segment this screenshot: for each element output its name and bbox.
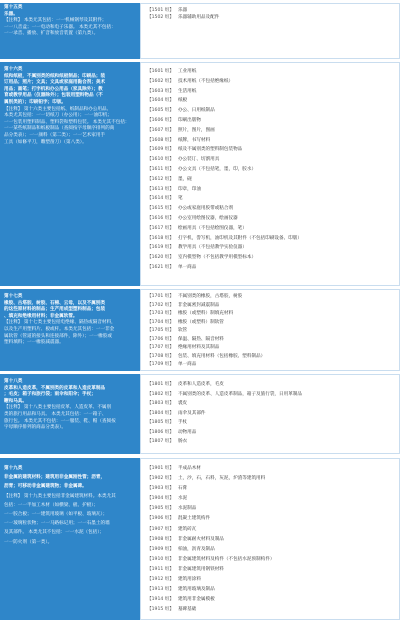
class-note-line: 【注释】 第十八类主要包括皮革、人造皮革、不属别: [4, 405, 112, 411]
group-label: 教学用具（不包括教学实验仪器）: [177, 245, 247, 251]
group-code: 【1611 组】: [147, 166, 174, 172]
group-item[interactable]: [147, 575, 393, 585]
group-code: 【1804 组】: [147, 410, 174, 416]
group-item[interactable]: [147, 7, 393, 14]
class-note-line: 字母顺序排列的商品分类表）。: [4, 425, 67, 431]
class-note-line: 本类尤其包括：一一切纸刀（办公用）；一一油印机；: [4, 113, 112, 119]
group-code: 【1702 组】: [147, 302, 174, 308]
class-note-line: 塑料填料；一一橡胶减震器。: [4, 340, 64, 346]
class-note-line: 【注释】 第十七类主要包括电绝缘、隔热或隔音材料，: [4, 320, 116, 326]
group-label: 不属别类的橡胶，古塔胶，树胶: [177, 294, 243, 299]
class-note-line: 一一防火剂（第一类）。: [4, 539, 53, 545]
group-code: 【1704 组】: [147, 319, 174, 325]
class-note-line: 旅行包。 本类尤其不包括：一一服装、鞋、帽（查阅按: [4, 418, 116, 424]
class-title-line: 鞭和马具。: [4, 398, 27, 404]
group-code: 【1907 组】: [147, 526, 174, 532]
group-label: 技术用纸（不包括绝缘纸）: [177, 78, 234, 84]
group-code: 【1619 组】: [147, 245, 174, 251]
group-item[interactable]: [147, 418, 393, 428]
class-title-line: 第十七类: [4, 294, 23, 299]
class-title-line: 皮革和人造皮革，不属别类的皮革和人造皮革制品: [4, 385, 106, 391]
class-note-line: 一一八音盒；一一电动和电子乐器。 本类尤其不包括：: [4, 24, 116, 30]
group-code: 【1617 组】: [147, 225, 174, 231]
group-code: 【1614 组】: [147, 196, 174, 202]
class-18-description: [0, 374, 140, 454]
group-code: 【1604 组】: [147, 98, 174, 104]
class-title-line: 第十九类: [4, 466, 23, 471]
group-item[interactable]: [147, 514, 393, 524]
group-code: 【1707 组】: [147, 345, 174, 350]
group-code: 【1908 组】: [147, 536, 174, 542]
group-label: 印章，印油: [177, 186, 201, 192]
group-item[interactable]: [147, 585, 393, 595]
class-16-group-list: [140, 62, 400, 286]
class-title-line: 用品；画笔；打字机和办公用品（家具除外）；教: [4, 86, 103, 92]
group-code: 【1602 组】: [147, 78, 174, 84]
group-item[interactable]: [147, 204, 393, 214]
group-label: 单一商品: [177, 362, 197, 367]
class-note-line: 【注释】 本类尤其包括：一一机械钢琴及其附件；: [4, 18, 107, 24]
class-note-line: 一一录音、播放、扩音和放音装置（第九类）。: [4, 31, 99, 37]
group-label: 乐器: [177, 8, 188, 13]
group-item[interactable]: [147, 116, 393, 126]
group-code: 【1903 组】: [147, 486, 174, 492]
group-code: 【1801 组】: [147, 382, 174, 387]
group-label: 石膏: [177, 486, 188, 492]
group-item[interactable]: [147, 344, 393, 353]
group-code: 【1902 组】: [147, 476, 174, 482]
group-label: 半成品木材: [177, 466, 201, 471]
group-label: 动物用品: [177, 429, 197, 435]
group-item[interactable]: [147, 399, 393, 409]
class-title-line: 的这些原材料的制品；生产用成型塑料制品；包装: [4, 307, 106, 313]
class-note-line: 品分类表）；一一颜料（第二类）；一一艺术家用手: [4, 132, 106, 138]
group-label: 纸牌，书写材料: [177, 137, 211, 143]
group-label: 建筑用玻璃及制品: [177, 587, 215, 593]
class-note-line: 【注释】 第十六类主要包括纸、纸制品和办公用品。: [4, 106, 112, 112]
group-code: 【1621 组】: [147, 264, 174, 270]
class-17-group-list: [140, 289, 400, 371]
class-title-line: 第十六类: [4, 67, 23, 72]
class-15-section: [0, 3, 400, 59]
group-code: 【1609 组】: [147, 147, 174, 153]
class-18-section: [0, 374, 400, 454]
class-title-line: 沥青；可移动非金属建筑物；非金属碑。: [4, 484, 87, 490]
group-item[interactable]: [147, 535, 393, 545]
group-label: 笔: [177, 196, 183, 202]
class-title-line: ；毛皮；箱子和旅行袋；雨伞和阳伞；手杖；: [4, 392, 96, 398]
class-note-line: 一一玻璃粒状物；一一马路标记用；一一石墨土的墙: [4, 521, 110, 527]
group-item[interactable]: [147, 494, 393, 504]
group-code: 【1901 组】: [147, 466, 174, 471]
class-17-description: [0, 289, 140, 371]
group-label: 软管: [177, 328, 188, 333]
group-code: 【1703 组】: [147, 311, 174, 316]
group-item[interactable]: [147, 106, 393, 116]
group-code: 【1608 组】: [147, 137, 174, 143]
class-16-section: [0, 62, 400, 286]
group-item[interactable]: [147, 380, 393, 390]
group-label: 建筑砖瓦: [177, 526, 197, 532]
class-title-line: 纸和纸板，不属别类的纸和纸板制品；印刷品；装: [4, 73, 106, 79]
group-label: 皮革和人造皮革，毛皮: [177, 382, 224, 387]
group-label: 雨伞及其部件: [177, 410, 206, 416]
group-label: 绘画用具（不包括绘图仪器，笔）: [177, 225, 247, 231]
group-item[interactable]: [147, 595, 393, 605]
group-label: 包装、填充用材料（包括橡胶、塑料制品）: [177, 353, 266, 359]
class-note-line: 类的旅行用品和马具。 本类尤其包括：一一箱子、: [4, 411, 107, 417]
class-note-line: 一一胶合板；一一建筑用玻璃（如平板、玻璃瓦）；: [4, 512, 108, 518]
group-label: 保温、隔热、隔音材料: [177, 336, 224, 342]
group-label: 墨，砚: [177, 176, 192, 182]
group-code: 【1501 组】: [147, 8, 174, 13]
group-item[interactable]: [147, 234, 393, 244]
group-label: 非金属密封减震制品: [177, 302, 220, 308]
class-title-line: 非金属的建筑材料；建筑用非金属刚性管；沥青，: [4, 475, 106, 481]
group-label: 肠衣: [177, 439, 188, 444]
group-item[interactable]: [147, 319, 393, 328]
group-item[interactable]: [147, 224, 393, 234]
class-note-line: 一一包装用塑料制品、塑料袋和塑料包装。 本类尤其不包括：: [4, 119, 130, 125]
group-item[interactable]: [147, 484, 393, 494]
group-code: 【1612 组】: [147, 176, 174, 182]
class-17-section: [0, 289, 400, 371]
group-label: 非金属建筑用钢铁材料: [177, 566, 224, 572]
group-code: 【1601 组】: [147, 69, 174, 74]
group-code: 【1502 组】: [147, 15, 174, 21]
group-label: 橡胶（或塑料）制填充材料: [177, 311, 234, 316]
group-code: 【1904 组】: [147, 496, 174, 502]
group-item[interactable]: [147, 353, 393, 362]
group-item[interactable]: [147, 504, 393, 514]
group-code: 【1913 组】: [147, 587, 174, 593]
group-item[interactable]: [147, 409, 393, 419]
group-label: 土，沙，石，石料，灰泥，炉渣等建筑用料: [177, 476, 266, 482]
group-label: 照片，图片，图画: [177, 127, 215, 133]
group-label: 柏油，沥青及制品: [177, 546, 215, 552]
group-label: 橡胶（或塑料）制软管: [177, 319, 224, 325]
group-code: 【1910 组】: [147, 556, 174, 562]
group-code: 【1802 组】: [147, 391, 174, 397]
class-title-line: 属别类的）；印刷铅字；印版。: [4, 99, 67, 105]
group-label: 手杖: [177, 420, 188, 425]
group-code: 【1708 组】: [147, 353, 174, 359]
group-item[interactable]: [147, 77, 393, 87]
group-label: 非金属耐火材料及制品: [177, 536, 224, 542]
group-code: 【1603 组】: [147, 88, 174, 94]
group-label: 绝缘用材料及其制品: [177, 345, 220, 350]
group-code: 【1905 组】: [147, 506, 174, 512]
group-label: 乐器辅助用品及配件: [177, 15, 220, 21]
class-19-description: [0, 458, 140, 620]
group-item[interactable]: [147, 185, 393, 195]
class-note-line: 以及生产用塑料片、板或杆。本类尤其包括：一一非金: [4, 326, 115, 332]
class-15-description: [0, 3, 140, 59]
class-18-group-list: [140, 374, 400, 454]
group-item[interactable]: [147, 545, 393, 555]
group-code: 【1606 组】: [147, 117, 174, 123]
group-item[interactable]: [147, 327, 393, 336]
class-note-line: 属软管（管道的接头和连接部件，除外）；一一橡胶或: [4, 333, 112, 339]
group-item[interactable]: [147, 194, 393, 204]
group-item[interactable]: [147, 555, 393, 565]
class-note-line: 工具（如修平刀，雕塑凿刀）（第八类）。: [4, 139, 87, 145]
group-item[interactable]: [147, 525, 393, 535]
group-item[interactable]: [147, 96, 393, 106]
class-title-line: 订用品；照片；文具；文具或家庭用黏合剂；美术: [4, 80, 106, 86]
group-code: 【1803 组】: [147, 401, 174, 406]
group-item[interactable]: [147, 214, 393, 224]
group-item[interactable]: [147, 67, 393, 77]
group-code: 【1806 组】: [147, 429, 174, 435]
group-item[interactable]: [147, 336, 393, 345]
group-code: 【1909 组】: [147, 546, 174, 552]
class-title-line: 橡胶、古塔胶、树胶、石棉、云母，以及不属别类: [4, 300, 106, 306]
group-code: 【1914 组】: [147, 597, 174, 603]
group-item[interactable]: [147, 310, 393, 319]
group-code: 【1706 组】: [147, 336, 174, 342]
group-label: 建筑用非金属模板: [177, 597, 215, 603]
group-item[interactable]: [147, 293, 393, 302]
group-code: 【1915 组】: [147, 607, 174, 613]
group-label: 办公文具（不包括笔，墨，印，胶水）: [177, 166, 257, 172]
group-label: 不属别类的皮革、人造皮革制品，箱子及旅行袋，日用革制品: [177, 391, 302, 397]
group-label: 水泥制品: [177, 506, 197, 512]
group-code: 【1705 组】: [147, 328, 174, 333]
group-code: 【1701 组】: [147, 294, 174, 299]
group-label: 水泥: [177, 496, 188, 502]
group-label: 墓碑基础: [177, 607, 197, 613]
class-title-line: 育或教学用品（仪器除外）；包装用塑料物品（不: [4, 93, 103, 99]
group-label: 办公室用绘图仪器，绘画仪器: [177, 215, 238, 221]
group-code: 【1610 组】: [147, 157, 174, 163]
group-code: 【1709 组】: [147, 362, 174, 367]
group-item[interactable]: [147, 145, 393, 155]
group-item[interactable]: [147, 165, 393, 175]
group-label: 单一商品: [177, 264, 197, 270]
group-code: 【1615 组】: [147, 206, 174, 212]
group-code: 【1607 组】: [147, 127, 174, 133]
class-19-group-list: [140, 458, 400, 620]
group-label: 办公装订、切割用具: [177, 157, 220, 163]
group-label: 办公或家庭用胶带或粘合剂: [177, 206, 234, 212]
group-label: 建筑用涂料: [177, 577, 201, 583]
group-label: 工业用纸: [177, 69, 197, 74]
group-code: 【1618 组】: [147, 235, 174, 241]
group-label: 纸及不属别类的塑料制包装物品: [177, 147, 243, 153]
group-item[interactable]: [147, 464, 393, 474]
group-code: 【1906 组】: [147, 516, 174, 522]
class-title-line: 乐器。: [4, 11, 18, 17]
group-item[interactable]: [147, 243, 393, 253]
group-label: 非金属建筑材料及构件（不包括水泥预制构件）: [177, 556, 275, 562]
group-item[interactable]: [147, 390, 393, 400]
group-item[interactable]: [147, 136, 393, 146]
group-label: 裘皮: [177, 401, 188, 406]
group-code: 【1911 组】: [147, 566, 174, 572]
group-item[interactable]: [147, 175, 393, 185]
class-title-line: 第十五类: [4, 5, 23, 10]
group-code: 【1912 组】: [147, 577, 174, 583]
group-label: 室内模型物（不包括教学用模型标本）: [177, 255, 257, 261]
class-note-line: 【注释】 第十九类主要包括非金属建筑材料。本类尤其: [4, 493, 116, 499]
group-code: 【1605 组】: [147, 108, 174, 114]
class-19-section: [0, 458, 400, 620]
group-label: 生活用纸: [177, 88, 197, 94]
group-item[interactable]: [147, 155, 393, 165]
group-code: 【1805 组】: [147, 420, 174, 425]
group-item[interactable]: [147, 474, 393, 484]
class-note-line: 包括：一一半加工木材（如横梁、板、护板）；: [4, 502, 99, 508]
class-title-line: 第十八类: [4, 379, 23, 384]
group-item[interactable]: [147, 428, 393, 438]
group-code: 【1616 组】: [147, 215, 174, 221]
group-item[interactable]: [147, 437, 393, 447]
group-label: 打字机，誊写机，油印机及其附件（不包括印刷设备、印版）: [177, 235, 302, 241]
group-item[interactable]: [147, 87, 393, 97]
group-item[interactable]: [147, 253, 393, 263]
group-code: 【1807 组】: [147, 439, 174, 444]
group-item[interactable]: [147, 605, 393, 615]
group-item[interactable]: [147, 14, 393, 21]
group-label: 纸板: [177, 98, 188, 104]
group-item[interactable]: [147, 263, 393, 273]
group-label: 办公、日用纸制品: [177, 108, 215, 114]
group-label: 混凝土建筑构件: [177, 516, 211, 522]
group-code: 【1620 组】: [147, 255, 174, 261]
class-title-line: 、填充和绝缘用材料；非金属软管。: [4, 313, 78, 319]
class-15-group-list: [140, 3, 400, 59]
group-code: 【1613 组】: [147, 186, 174, 192]
group-item[interactable]: [147, 302, 393, 311]
group-item[interactable]: [147, 361, 393, 370]
class-note-line: 一一某些纸制品和纸板制品（查阅按字母顺序排列的商: [4, 126, 115, 132]
group-label: 印刷出版物: [177, 117, 201, 123]
class-note-line: 及其部件。 本类尤其不包括：一一水泥（包括）；: [4, 530, 105, 536]
group-item[interactable]: [147, 126, 393, 136]
group-item[interactable]: [147, 565, 393, 575]
class-16-description: [0, 62, 140, 286]
